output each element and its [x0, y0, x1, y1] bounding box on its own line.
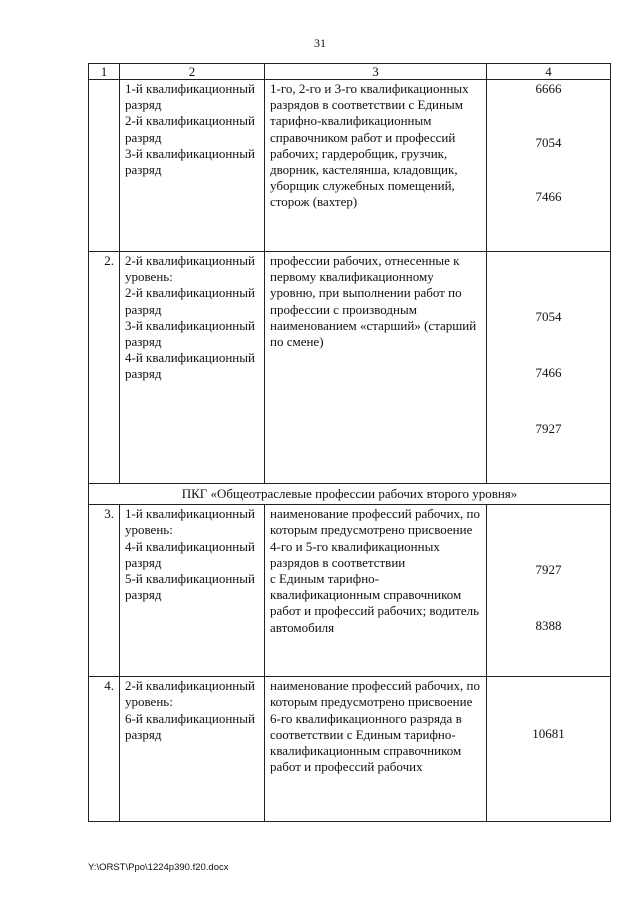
section-title: ПКГ «Общеотраслевые профессии рабочих второго уровня»	[89, 484, 611, 505]
column-header-4: 4	[487, 64, 611, 80]
table-row	[89, 252, 611, 484]
level-item: 5-й квалификационный разряд	[125, 571, 255, 603]
profession-description: профессии рабочих, отнесенные к первому квалификационному уровню, при выполнении работ по профессии с производным наименованием «старший» (старший по смене)	[265, 252, 487, 484]
salary-value: 7466	[535, 365, 562, 380]
row-number: 3.	[89, 505, 120, 677]
footer-file-path: Y:\ORST\Ppo\1224p390.f20.docx	[88, 862, 229, 873]
profession-description	[265, 677, 487, 822]
qualification-levels	[120, 677, 265, 822]
level-item: 2-й квалификационный разряд	[125, 113, 255, 145]
description-line: наименование профессий рабочих, по которым предусмотрено присвоение	[270, 678, 480, 710]
column-header-2: 2	[120, 64, 265, 80]
profession-description: 1-го, 2-го и 3-го квалификационных разрядов в соответствии с Единым тарифно-квалификационным справочником работ и профессий рабочих; гардеробщик, грузчик, дворник, кастелянша, кладовщик, уборщик служебных помещений, сторож (вахтер)	[265, 80, 487, 252]
qualification-levels	[120, 252, 265, 484]
salary-table	[88, 63, 611, 822]
level-item: 4-й квалификационный разряд	[125, 538, 255, 570]
description-line: 4-го и 5-го квалификационных разрядов в соответствии	[270, 538, 440, 570]
level-item: 1-й квалификационный разряд	[125, 81, 255, 113]
salary-value: 10681	[532, 726, 565, 742]
salary-value: 7927	[535, 562, 562, 578]
page-number: 31	[314, 36, 326, 50]
column-header-1: 1	[89, 64, 120, 80]
table-row	[89, 80, 611, 252]
level-item: 4-й квалификационный разряд	[125, 350, 255, 382]
level-item: 1-й квалификационный уровень:	[125, 506, 255, 538]
description-line: наименование профессий рабочих, по которым предусмотрено присвоение	[270, 506, 480, 538]
salary-values	[487, 677, 611, 822]
salary-value: 7054	[535, 135, 562, 150]
salary-value: 7466	[535, 189, 562, 204]
level-item: 3-й квалификационный разряд	[125, 145, 255, 178]
table-row	[89, 677, 611, 822]
row-number	[89, 80, 120, 252]
salary-value: 6666	[535, 81, 562, 96]
row-number: 4.	[89, 677, 120, 822]
salary-values	[487, 252, 611, 484]
salary-value: 8388	[535, 618, 562, 634]
header-row	[89, 64, 611, 80]
table-row	[89, 505, 611, 677]
profession-description	[265, 505, 487, 677]
level-item: 3-й квалификационный разряд	[125, 317, 255, 350]
qualification-levels	[120, 80, 265, 252]
level-item: 2-й квалификационный разряд	[125, 285, 255, 317]
column-header-3: 3	[265, 64, 487, 80]
salary-values	[487, 80, 611, 252]
description-line: 6-го квалификационного разряда в соответствии с Единым тарифно-квалификационным справочником работ и профессий рабочих	[270, 710, 462, 775]
level-item: 2-й квалификационный уровень:	[125, 253, 255, 285]
description-line: с Единым тарифно-квалификационным справочником работ и профессий рабочих; водитель автомобиля	[270, 571, 480, 635]
row-number: 2.	[89, 252, 120, 484]
salary-values	[487, 505, 611, 677]
level-item: 2-й квалификационный уровень:	[125, 678, 255, 710]
salary-value: 7054	[535, 309, 562, 324]
level-item: 6-й квалификационный разряд	[125, 710, 255, 742]
qualification-levels	[120, 505, 265, 677]
section-row	[89, 484, 611, 505]
salary-value: 7927	[535, 421, 562, 436]
